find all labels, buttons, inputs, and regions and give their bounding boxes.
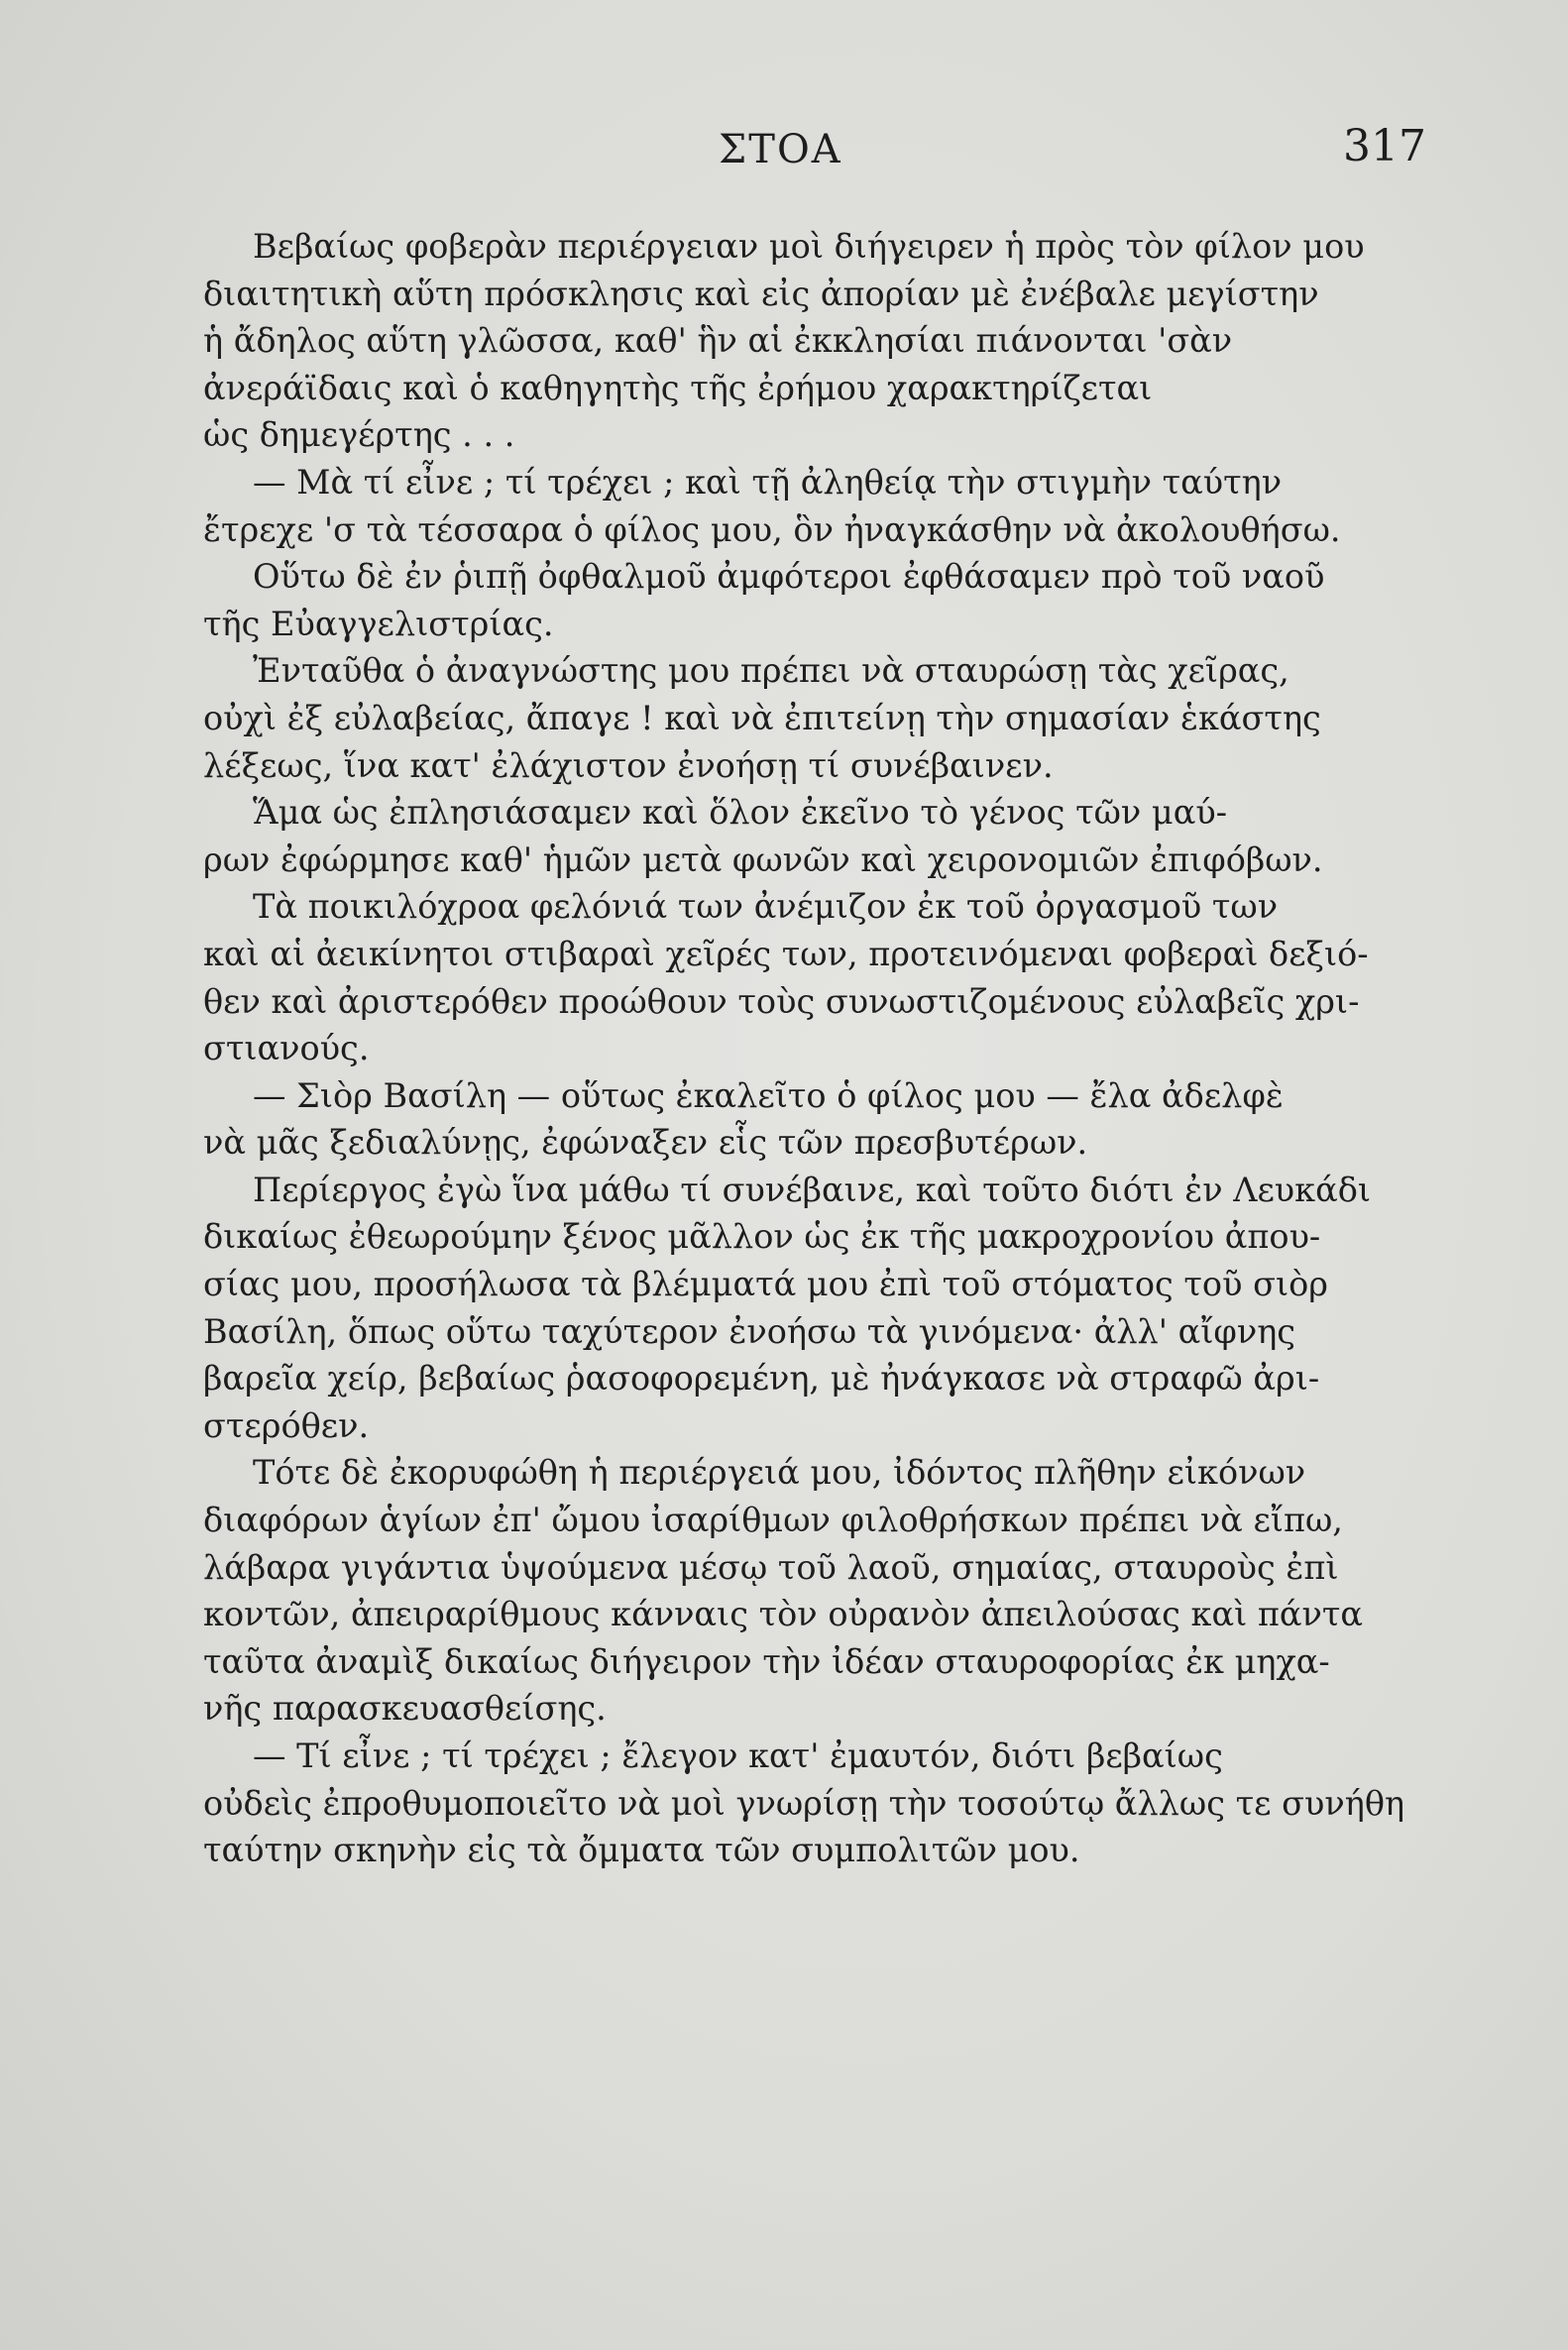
text-line: λέξεως, ἵνα κατ' ἐλάχιστον ἐνοήσῃ τί συνέβαινεν.	[203, 745, 1054, 785]
text-line: καὶ αἱ ἀεικίνητοι στιβαραὶ χεῖρές των, προτεινόμεναι φοβεραὶ δεξιό-	[203, 934, 1369, 973]
text-line: Οὕτω δὲ ἐν ῥιπῇ ὀφθαλμοῦ ἀμφότεροι ἐφθάσαμεν πρὸ τοῦ ναοῦ	[253, 557, 1325, 597]
text-line: οὐχὶ ἐξ εὐλαβείας, ἄπαγε ! καὶ νὰ ἐπιτείνῃ τὴν σημασίαν ἑκάστης	[203, 698, 1321, 737]
running-title: ΣΤΟΑ	[719, 127, 842, 172]
text-line: σίας μου, προσήλωσα τὰ βλέμματά μου ἐπὶ τοῦ στόματος τοῦ σιὸρ	[203, 1265, 1328, 1304]
text-line: τῆς Εὐαγγελιστρίας.	[203, 604, 554, 643]
text-line: κοντῶν, ἀπειραρίθμους κάνναις τὸν οὐρανὸν ἀπειλούσας καὶ πάντα	[203, 1595, 1364, 1634]
text-line: — Σιὸρ Βασίλη — οὕτως ἐκαλεῖτο ὁ φίλος μου — ἔλα ἀδελφὲ	[253, 1075, 1284, 1115]
text-line: στιανούς.	[203, 1029, 370, 1068]
text-line: νὰ μᾶς ξεδιαλύνῃς, ἐφώναξεν εἷς τῶν πρεσβυτέρων.	[203, 1123, 1088, 1163]
text-line: — Μὰ τί εἶνε ; τί τρέχει ; καὶ τῇ ἀληθείᾳ τὴν στιγμὴν ταύτην	[253, 462, 1283, 502]
text-line: ἀνεράϊδαις καὶ ὁ καθηγητὴς τῆς ἐρήμου χαρακτηρίζεται	[203, 368, 1153, 407]
text-line: λάβαρα γιγάντια ὑψούμενα μέσῳ τοῦ λαοῦ, σημαίας, σταυροὺς ἐπὶ	[203, 1547, 1339, 1587]
text-line: ταύτην σκηνὴν εἰς τὰ ὄμματα τῶν συμπολιτῶν μου.	[203, 1831, 1080, 1870]
text-line: — Τί εἶνε ; τί τρέχει ; ἔλεγον κατ' ἐμαυτόν, διότι βεβαίως	[253, 1736, 1223, 1775]
text-line: δικαίως ἐθεωρούμην ξένος μᾶλλον ὡς ἐκ τῆς μακροχρονίου ἀπου-	[203, 1217, 1321, 1257]
text-line: ὡς δημεγέρτης . . .	[203, 415, 515, 455]
text-line: Ἅμα ὡς ἐπλησιάσαμεν καὶ ὅλον ἐκεῖνο τὸ γένος τῶν μαύ-	[253, 793, 1228, 833]
text-line: Περίεργος ἐγὼ ἵνα μάθω τί συνέβαινε, καὶ τοῦτο διότι ἐν Λευκάδι	[253, 1170, 1372, 1209]
text-line: στερόθεν.	[203, 1405, 370, 1445]
page-number: 317	[1343, 121, 1426, 171]
text-line: οὐδεὶς ἐπροθυμοποιεῖτο νὰ μοὶ γνωρίσῃ τὴν τοσούτῳ ἄλλως τε συνήθη	[203, 1783, 1405, 1823]
text-line: Ἐνταῦθα ὁ ἀναγνώστης μου πρέπει νὰ σταυρώσῃ τὰς χεῖρας,	[253, 651, 1289, 691]
text-line: Τὰ ποικιλόχροα φελόνιά των ἀνέμιζον ἐκ τοῦ ὀργασμοῦ των	[253, 887, 1279, 927]
page-header	[0, 121, 1568, 186]
text-line: νῆς παρασκευασθείσης.	[203, 1689, 607, 1729]
text-line: θεν καὶ ἀριστερόθεν προώθουν τοὺς συνωστιζομένους εὐλαβεῖς χρι-	[203, 981, 1360, 1021]
text-line: διαφόρων ἁγίων ἐπ' ὤμου ἰσαρίθμων φιλοθρήσκων πρέπει νὰ εἴπω,	[203, 1501, 1343, 1540]
text-line: Βεβαίως φοβερὰν περιέργειαν μοὶ διήγειρεν ἡ πρὸς τὸν φίλον μου	[253, 227, 1365, 266]
text-line: ρων ἐφώρμησε καθ' ἡμῶν μετὰ φωνῶν καὶ χειρονομιῶν ἐπιφόβων.	[203, 839, 1323, 879]
text-line: διαιτητικὴ αὕτη πρόσκλησις καὶ εἰς ἀπορίαν μὲ ἐνέβαλε μεγίστην	[203, 274, 1319, 313]
text-line: ἡ ἄδηλος αὕτη γλῶσσα, καθ' ἣν αἱ ἐκκλησίαι πιάνονται 'σὰν	[203, 321, 1233, 361]
text-line: ταῦτα ἀναμὶξ δικαίως διήγειρον τὴν ἰδέαν σταυροφορίας ἐκ μηχα-	[203, 1641, 1330, 1681]
body-text	[203, 223, 1437, 1874]
text-line: Βασίλη, ὅπως οὕτω ταχύτερον ἐνοήσω τὰ γινόμενα· ἀλλ' αἴφνης	[203, 1311, 1296, 1351]
text-line: Τότε δὲ ἐκορυφώθη ἡ περιέργειά μου, ἰδόντος πλῆθην εἰκόνων	[253, 1453, 1306, 1493]
text-line: ἔτρεχε 'σ τὰ τέσσαρα ὁ φίλος μου, ὃν ἠναγκάσθην νὰ ἀκολουθήσω.	[203, 509, 1341, 549]
text-line: βαρεῖα χείρ, βεβαίως ῥασοφορεμένη, μὲ ἠνάγκασε νὰ στραφῶ ἀρι-	[203, 1359, 1320, 1399]
